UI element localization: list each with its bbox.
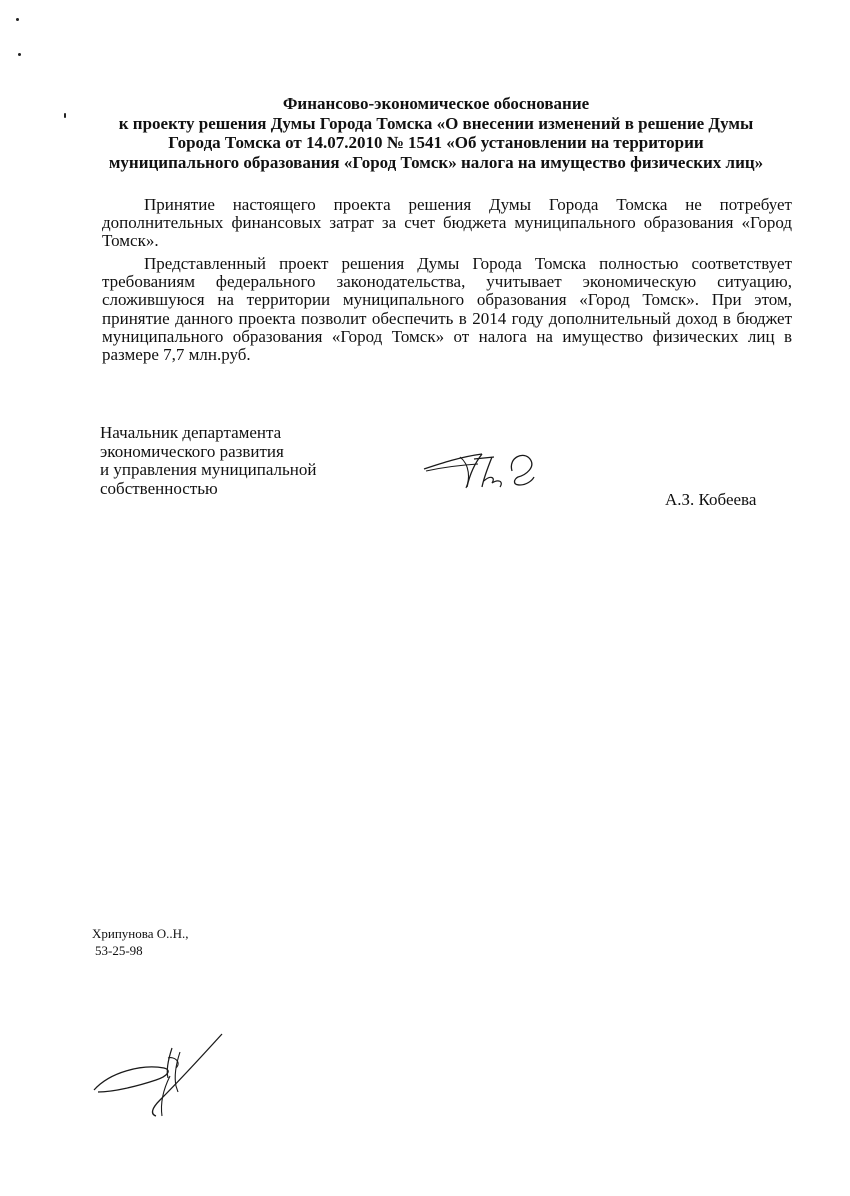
position-line: экономического развития xyxy=(100,441,284,461)
position-line: и управления муниципальной xyxy=(100,460,317,479)
signatory-name: А.З. Кобеева xyxy=(665,490,757,509)
body-paragraph-compliance: Представленный проект решения Думы Города Томска полностью соответствует требованиям федерального законодательства, учитывает экономическую ситуацию, сложившуюся на территории муниципального образования «Город Томск». При этом, принятие данного проекта позволит обеспечить в 2014 году дополнительный доход в бюджет муниципального образования «Город Томск» от налога на имущество физических лиц в размере 7,7 млн.руб. xyxy=(102,254,792,365)
title-line: Города Томска от 14.07.2010 № 1541 «Об установлении на территории xyxy=(168,133,704,152)
position-line: собственностью xyxy=(100,478,218,498)
body-paragraph-funding: Принятие настоящего проекта решения Думы Города Томска не потребует дополнительных финансовых затрат за счет бюджета муниципального образования «Город Томск». xyxy=(102,195,792,251)
title-line: к проекту решения Думы Города Томска «О внесении изменений в решение Думы xyxy=(118,113,754,133)
handwritten-initials xyxy=(90,1030,230,1125)
executor-block xyxy=(92,925,189,959)
signatory-position xyxy=(100,424,316,498)
title-line: Финансово-экономическое обоснование xyxy=(282,94,590,113)
scan-speck xyxy=(18,53,21,56)
position-line: Начальник департамента xyxy=(100,423,282,442)
title-line: муниципального образования «Город Томск» налога на имущество физических лиц» xyxy=(108,152,764,172)
scan-speck xyxy=(64,113,66,118)
handwritten-signature xyxy=(420,445,545,495)
executor-phone: 53-25-98 xyxy=(95,943,143,958)
document-title xyxy=(100,94,772,172)
executor-name: Хрипунова О..Н., xyxy=(92,926,189,941)
scan-speck xyxy=(16,18,19,21)
